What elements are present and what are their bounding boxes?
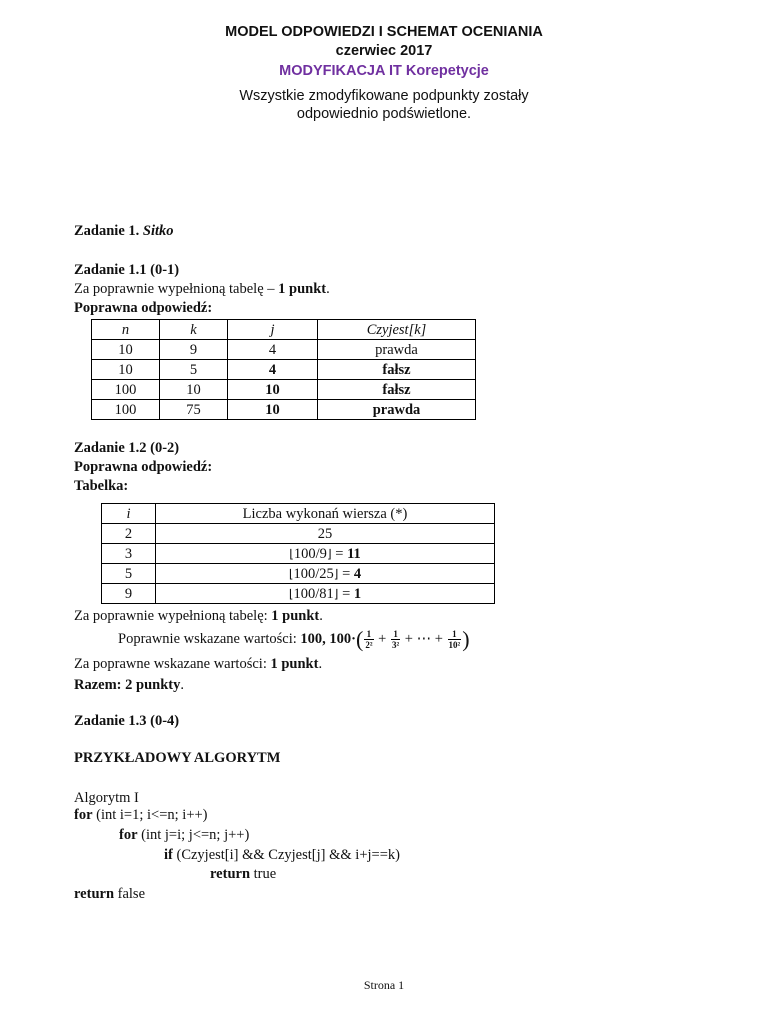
task12-scoring2-points: 1 punkt [270, 656, 319, 672]
note-line-2: odpowiednio podświetlone. [296, 106, 472, 122]
total-value: 2 punkty [125, 677, 181, 693]
cell-n: 10 [92, 360, 160, 380]
cell-k: 5 [160, 360, 228, 380]
cell-czyjest: fałsz [318, 380, 476, 400]
task12-table-label [74, 477, 128, 495]
task11-table [91, 319, 476, 420]
task12-scoring1-points: 1 punkt [271, 608, 320, 624]
header-j: j [228, 320, 318, 340]
cell-j: 4 [228, 360, 318, 380]
cell-count: ⌊100/9⌋ = 11 [156, 544, 495, 564]
task1-heading [74, 222, 174, 240]
table-row [102, 584, 495, 604]
table-row [92, 340, 476, 360]
task12-table-label-text: Tabelka: [74, 478, 129, 494]
task12-heading-text: Zadanie 1.2 (0-2) [74, 440, 180, 456]
task11-scoring-prefix: Za poprawnie wypełnioną tabelę – [74, 281, 279, 297]
table-header-row [102, 504, 495, 524]
cell-j: 10 [228, 380, 318, 400]
total-prefix: Razem: [74, 677, 126, 693]
table-row [102, 524, 495, 544]
cell-czyjest: prawda [318, 400, 476, 420]
table-header-row [92, 320, 476, 340]
modification-label: MODYFIKACJA IT Korepetycje [279, 63, 489, 79]
task13-sub-heading [74, 749, 280, 767]
cell-czyjest: fałsz [318, 360, 476, 380]
fraction-1: $\frac{1}{\text{2²}}$ [365, 629, 373, 651]
header-count: Liczba wykonań wiersza (*) [156, 504, 495, 524]
task11-answer-label [74, 299, 212, 317]
task11-heading [74, 261, 179, 279]
cell-i: 2 [102, 524, 156, 544]
cell-i: 5 [102, 564, 156, 584]
task12-answer-label [74, 458, 212, 476]
task1-label: Zadanie 1. [74, 223, 140, 239]
table-row [102, 564, 495, 584]
cell-k: 9 [160, 340, 228, 360]
cell-i: 3 [102, 544, 156, 564]
modification-note [0, 87, 768, 123]
task13-sub-heading-text: PRZYKŁADOWY ALGORYTM [74, 750, 281, 766]
cell-n: 10 [92, 340, 160, 360]
ellipsis-terms: + ⋯ + [404, 631, 443, 647]
document-date: czerwiec 2017 [335, 43, 433, 59]
values-prefix: Poprawnie wskazane wartości: [118, 631, 301, 647]
fraction-3: $\frac{1}{\text{10²}}$ [448, 629, 461, 651]
task12-values: Poprawnie wskazane wartości: 100, 100·( $\frac{1}{\text{2²}}$ + $\frac{1}{\text{3²}}$ + ⋯ + $\frac{1}{\text{10²}}$ ) [118, 626, 470, 652]
cell-j: 10 [228, 400, 318, 420]
cell-k: 75 [160, 400, 228, 420]
cell-n: 100 [92, 380, 160, 400]
task12-heading [74, 439, 179, 457]
fraction-2: $\frac{1}{\text{3²}}$ [391, 629, 400, 651]
page-number: Strona 1 [363, 978, 405, 992]
table-row [92, 380, 476, 400]
code-line: for (int i=1; i<=n; i++) [74, 807, 208, 823]
task11-heading-text: Zadanie 1.1 (0-1) [74, 262, 180, 278]
task12-scoring1: Za poprawnie wypełnioną tabelę: 1 punkt. [74, 608, 323, 624]
code-line: if (Czyjest[i] && Czyjest[j] && i+j==k) [164, 847, 400, 863]
task12-scoring1-prefix: Za poprawnie wypełnioną tabelę: [74, 608, 272, 624]
task12-total: Razem: 2 punkty. [74, 677, 184, 693]
header-k: k [160, 320, 228, 340]
task11-scoring [74, 280, 330, 298]
cell-count: ⌊100/81⌋ = 1 [156, 584, 495, 604]
values-first: 100, 100· [300, 631, 356, 647]
table-row [92, 360, 476, 380]
table-row [102, 544, 495, 564]
task12-answer-label-text: Poprawna odpowiedź: [74, 459, 213, 475]
cell-n: 100 [92, 400, 160, 420]
cell-k: 10 [160, 380, 228, 400]
header-czyjest: Czyjest[k] [318, 320, 476, 340]
task12-table [101, 503, 495, 604]
table-row [92, 400, 476, 420]
task12-scoring2-prefix: Za poprawne wskazane wartości: [74, 656, 271, 672]
cell-count: ⌊100/25⌋ = 4 [156, 564, 495, 584]
task13-heading [74, 712, 179, 730]
task11-scoring-suffix: . [326, 281, 330, 297]
note-line-1: Wszystkie zmodyfikowane podpunkty zostały [239, 88, 529, 104]
task12-scoring2: Za poprawne wskazane wartości: 1 punkt. [74, 656, 323, 672]
algorithm-name: Algorytm I [74, 790, 139, 806]
task11-scoring-points: 1 punkt [278, 281, 327, 297]
header-i: i [102, 504, 156, 524]
cell-czyjest: prawda [318, 340, 476, 360]
code-line: for (int j=i; j<=n; j++) [119, 827, 250, 843]
task13-heading-text: Zadanie 1.3 (0-4) [74, 713, 180, 729]
task1-name: Sitko [142, 223, 174, 239]
code-line: return true [210, 866, 277, 882]
cell-i: 9 [102, 584, 156, 604]
cell-j: 4 [228, 340, 318, 360]
code-line: return false [74, 886, 146, 902]
header-n: n [92, 320, 160, 340]
cell-count: 25 [156, 524, 495, 544]
task11-answer-label-text: Poprawna odpowiedź: [74, 300, 213, 316]
document-title: MODEL ODPOWIEDZI I SCHEMAT OCENIANIA [225, 24, 543, 40]
